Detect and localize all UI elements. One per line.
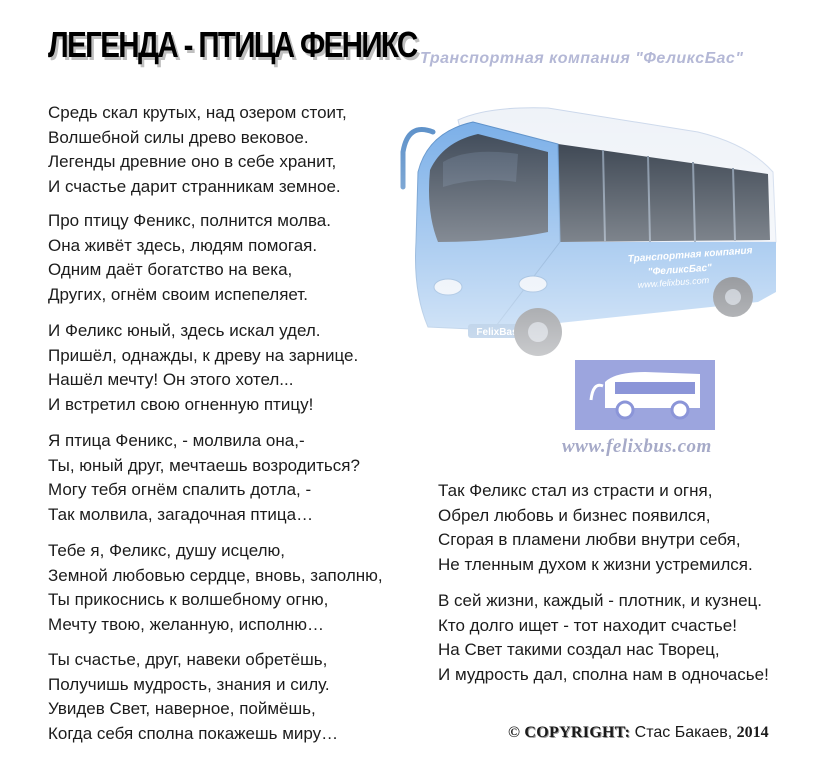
poem-line: И счастье дарит странникам земное.	[48, 176, 341, 196]
poem-line: Так Феликс стал из страсти и огня,	[438, 481, 713, 500]
poem-line: Тебе я, Феликс, душу исцелю,	[48, 541, 285, 560]
stanza-5	[48, 539, 383, 637]
poem-line: В сей жизни, каждый - плотник, и кузнец.	[438, 591, 763, 610]
company-logo	[575, 360, 715, 430]
poem-line: Мечту твою, желанную, исполню…	[48, 614, 325, 634]
poem-line: Нашёл мечту! Он этого хотел...	[48, 370, 294, 389]
bus-image	[398, 92, 783, 392]
poem-line: Получишь мудрость, знания и силу.	[48, 674, 330, 694]
copyright-label: COPYRIGHT:	[524, 724, 631, 741]
poem-line: Когда себя сполна покажешь миру…	[48, 723, 339, 743]
poem-line: Легенды древние оно в себе хранит,	[48, 152, 337, 171]
stanza-3	[48, 319, 358, 417]
poem-line: Средь скал крутых, над озером стоит,	[48, 103, 347, 122]
poem-line: На Свет такими создал нас Творец,	[438, 640, 720, 659]
poem-line: Земной любовью сердце, вновь, заполню,	[48, 565, 383, 585]
poem-line: Ты, юный друг, мечтаешь возродиться?	[48, 455, 360, 475]
bus-illustration	[398, 92, 783, 392]
poem-line: Сгорая в пламени любви внутри себя,	[438, 530, 741, 549]
copyright-year: 2014	[736, 724, 769, 741]
poem-line: Других, огнём своим испепеляет.	[48, 284, 308, 304]
company-name: Транспортная компания "ФеликсБас"	[420, 50, 744, 67]
copyright-notice	[508, 724, 769, 742]
poem-line: И встретил свою огненную птицу!	[48, 394, 314, 414]
poem-line: Я птица Феникс, - молвила она,-	[48, 431, 305, 450]
copyright-author: Стас Бакаев,	[634, 724, 733, 741]
stanza-2	[48, 209, 331, 307]
poem-line: Так молвила, загадочная птица…	[48, 504, 314, 524]
stanza-7	[438, 479, 753, 577]
stanza-4	[48, 429, 360, 527]
poem-line: Кто долго ищет - тот находит счастье!	[438, 615, 737, 635]
poem-line: И Феликс юный, здесь искал удел.	[48, 321, 321, 340]
poem-title: ЛЕГЕНДА - ПТИЦА ФЕНИКС	[48, 24, 417, 65]
poem-line: Одним даёт богатство на века,	[48, 260, 293, 279]
poem-line: Ты прикоснись к волшебному огню,	[48, 590, 329, 609]
stanza-1	[48, 101, 347, 199]
stanza-8	[438, 589, 769, 687]
bus-logo-icon	[575, 360, 715, 430]
poem-line: Ты счастье, друг, навеки обретёшь,	[48, 650, 328, 669]
poem-line: Не тленным духом к жизни устремился.	[438, 554, 753, 574]
poem-line: Волшебной силы древо вековое.	[48, 127, 309, 147]
copyright-symbol: ©	[508, 724, 520, 741]
poem-line: Пришёл, однажды, к древу на зарнице.	[48, 345, 359, 365]
poem-line: Обрел любовь и бизнес появился,	[438, 505, 711, 525]
website-url: www.felixbus.com	[562, 436, 712, 457]
poem-line: Могу тебя огнём спалить дотла, -	[48, 480, 312, 499]
poem-line: Она живёт здесь, людям помогая.	[48, 235, 318, 255]
poem-line: Увидев Свет, наверное, поймёшь,	[48, 699, 316, 718]
poem-line: Про птицу Феникс, полнится молва.	[48, 211, 331, 230]
poem-line: И мудрость дал, сполна нам в одночасье!	[438, 664, 769, 684]
stanza-6	[48, 648, 338, 746]
